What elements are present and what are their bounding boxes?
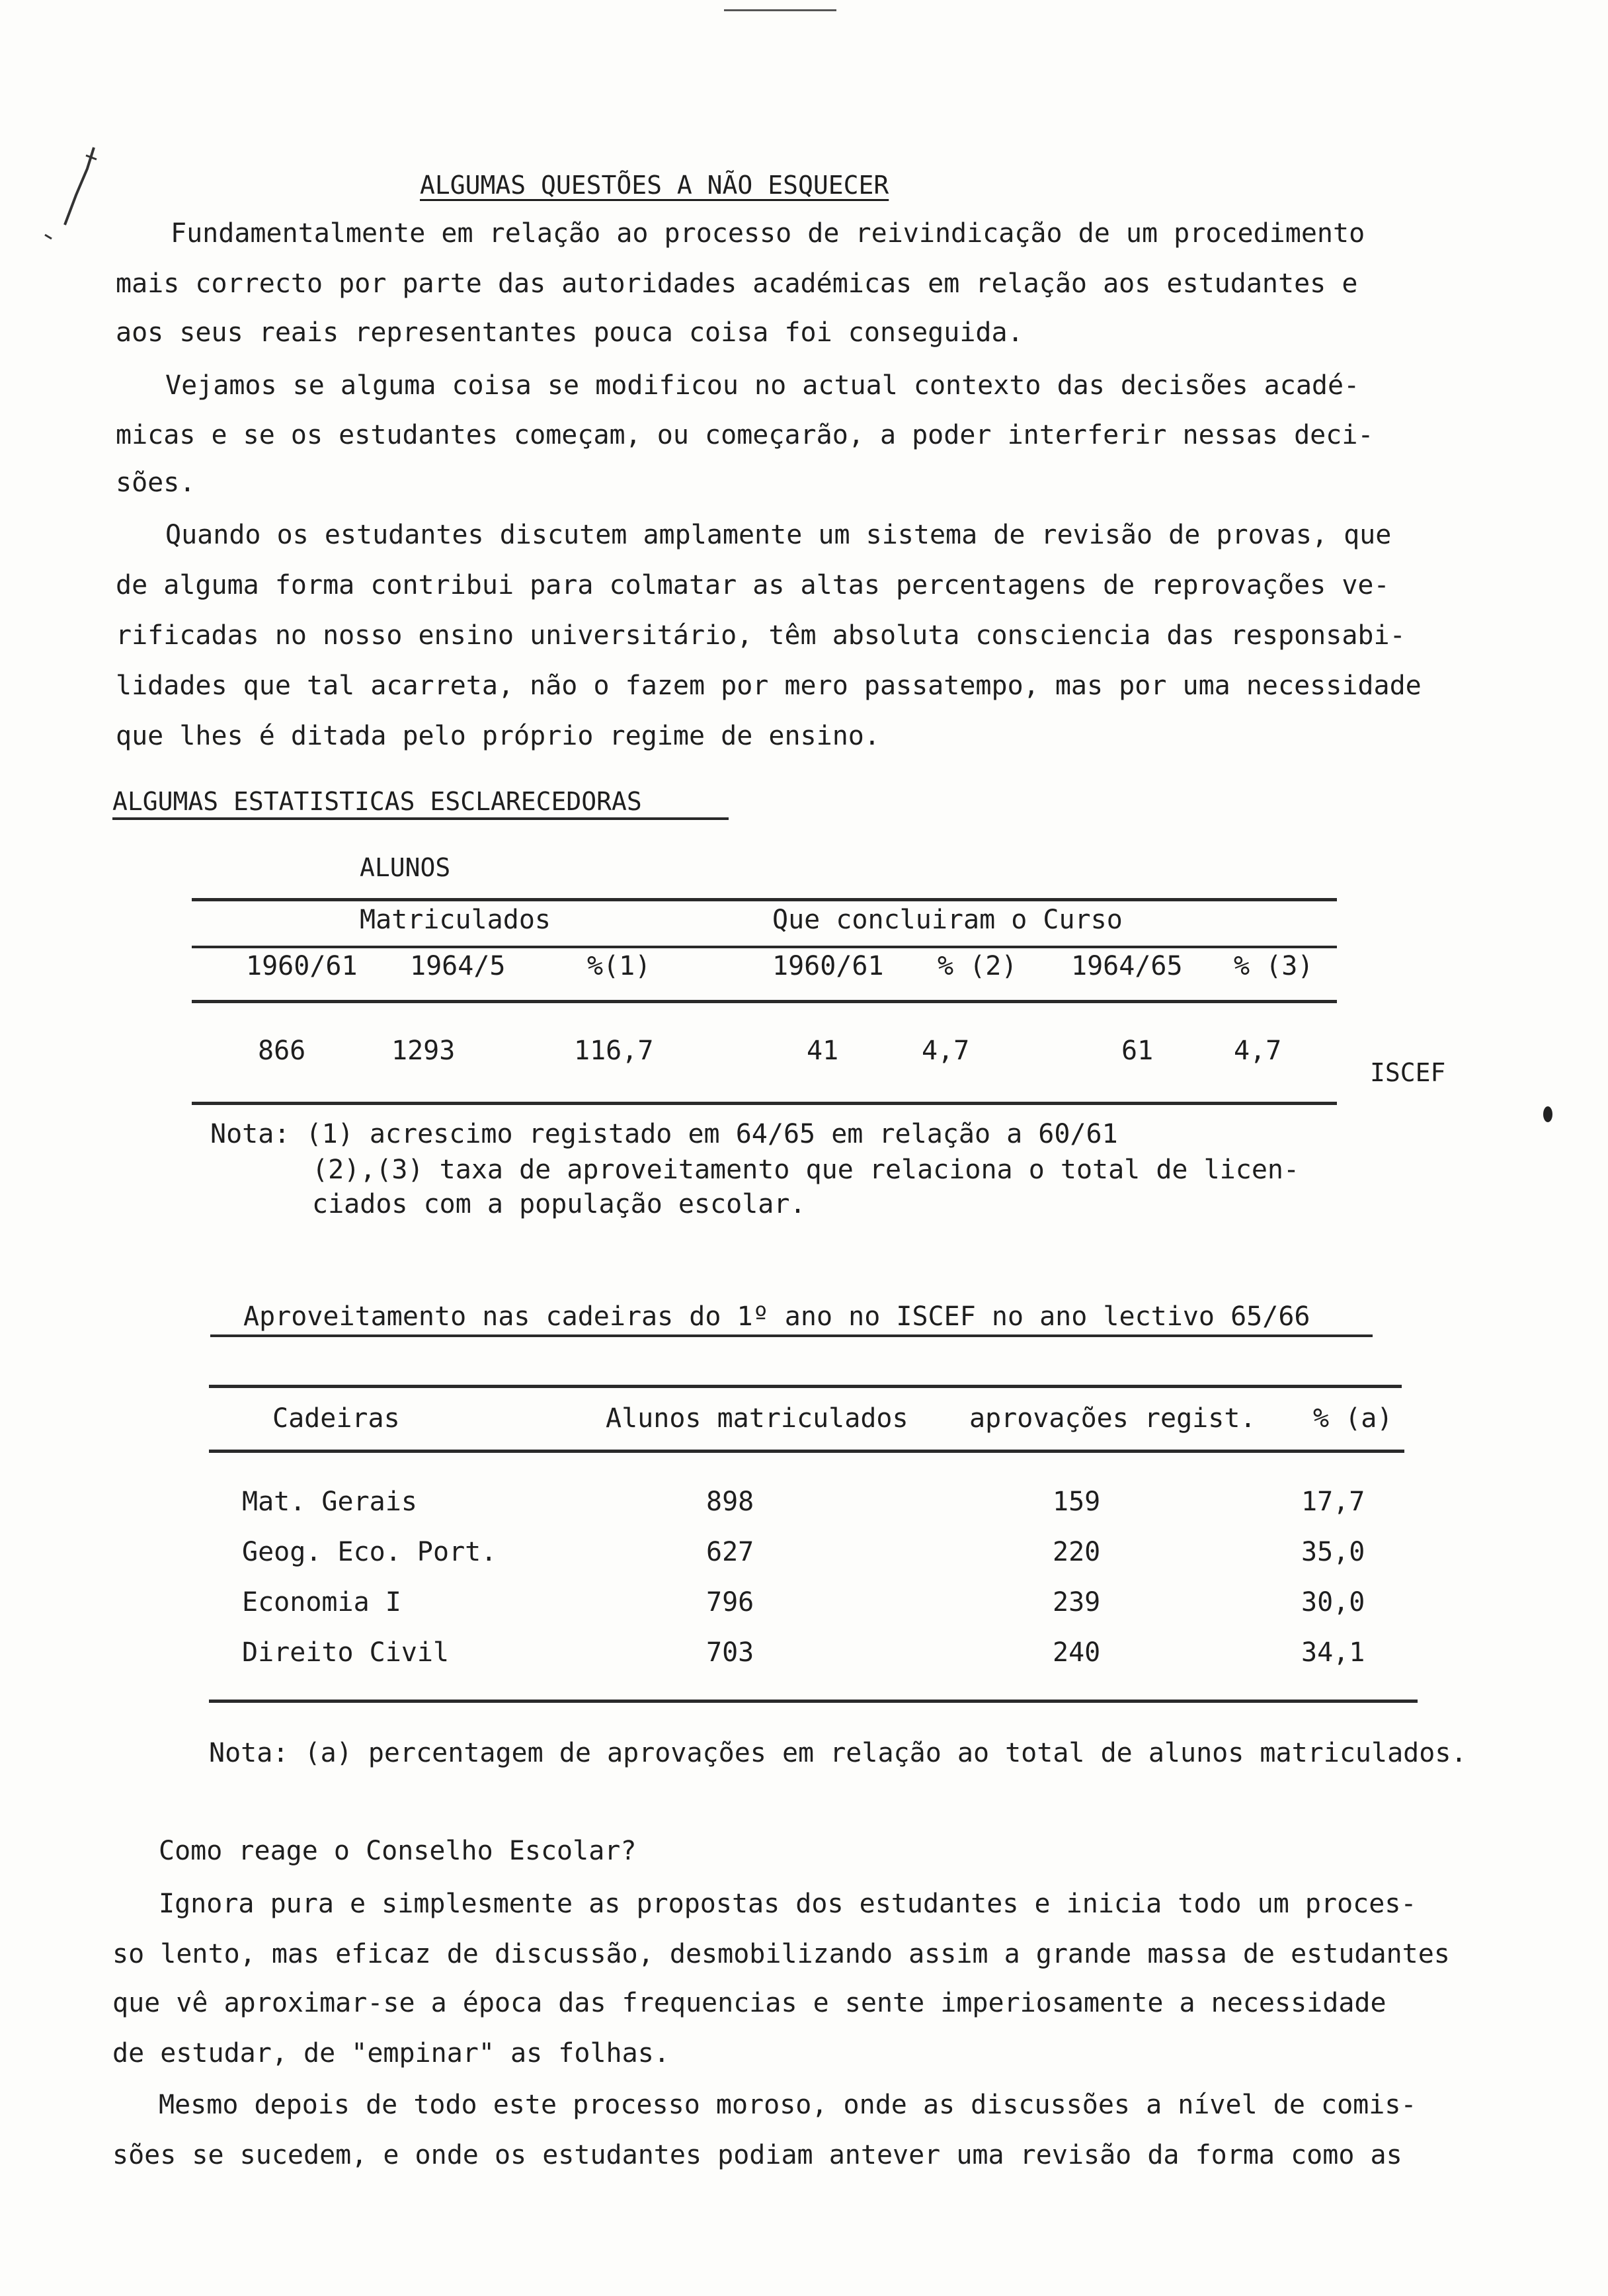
table2-cell-approved: 240 xyxy=(1053,1637,1101,1668)
paragraph-line: aos seus reais representantes pouca coisa foi conseguida. xyxy=(116,317,1024,348)
table1-col-header: 1964/65 xyxy=(1071,951,1183,981)
table1-mid-rule xyxy=(192,946,1337,948)
table1-col-header: % (2) xyxy=(938,951,1018,981)
table2-cell-percent: 35,0 xyxy=(1301,1537,1365,1567)
table1-bottom-rule xyxy=(192,1102,1337,1105)
table2-cell-approved: 220 xyxy=(1053,1537,1101,1567)
table1-cell: 41 xyxy=(807,1036,839,1066)
paragraph-line: de alguma forma contribui para colmatar as altas percentagens de reprovações ve- xyxy=(116,570,1390,600)
paragraph-line: sões se sucedem, e onde os estudantes podiam antever uma revisão da forma como as xyxy=(112,2140,1402,2170)
paragraph-line: mais correcto por parte das autoridades académicas em relação aos estudantes e xyxy=(116,268,1358,299)
table1-col-header: %(1) xyxy=(587,951,651,981)
table1-top-rule xyxy=(192,898,1337,901)
table1-cell: 1293 xyxy=(391,1036,456,1066)
table1-col-header: 1960/61 xyxy=(772,951,884,981)
top-edge-mark xyxy=(724,9,836,11)
table1-cell: 116,7 xyxy=(574,1036,654,1066)
table2-cell-enrolled: 796 xyxy=(706,1587,754,1618)
table1-note-line: ciados com a população escolar. xyxy=(312,1189,806,1219)
table1-col-header: % (3) xyxy=(1234,951,1314,981)
paragraph-line: lidades que tal acarreta, não o fazem por mero passatempo, mas por uma necessidade xyxy=(116,671,1422,701)
pen-mark-decoration xyxy=(40,142,112,241)
table2-bottom-rule xyxy=(209,1700,1418,1703)
table2-cell-name: Geog. Eco. Port. xyxy=(242,1537,497,1567)
table1-col-header: 1964/5 xyxy=(410,951,506,981)
table1-cell: 4,7 xyxy=(1234,1036,1282,1066)
title-underline xyxy=(112,817,729,820)
paragraph-line: de estudar, de "empinar" as folhas. xyxy=(112,2038,670,2069)
table2-title: Aproveitamento nas cadeiras do 1º ano no ISCEF no ano lectivo 65/66 xyxy=(243,1301,1310,1332)
table2-cell-name: Economia I xyxy=(242,1587,401,1618)
table1-side-label: ISCEF xyxy=(1370,1058,1446,1087)
section-question: Como reage o Conselho Escolar? xyxy=(159,1836,637,1866)
paragraph-line: Ignora pura e simplesmente as propostas dos estudantes e inicia todo um proces- xyxy=(159,1889,1417,1919)
table2-cell-percent: 17,7 xyxy=(1301,1487,1365,1517)
paragraph-line: Quando os estudantes discutem amplamente um sistema de revisão de provas, que xyxy=(165,520,1392,550)
paragraph-line: que vê aproximar-se a época das frequencias e sente imperiosamente a necessidade xyxy=(112,1988,1387,2018)
paragraph-line: Vejamos se alguma coisa se modificou no actual contexto das decisões acadé- xyxy=(165,370,1360,401)
paragraph-line: que lhes é ditada pelo próprio regime de ensino. xyxy=(116,721,880,751)
paragraph-line: rificadas no nosso ensino universitário, têm absoluta consciencia das responsabi- xyxy=(116,620,1406,651)
table1-cell: 4,7 xyxy=(922,1036,970,1066)
table1-group-label: ALUNOS xyxy=(360,853,451,882)
table2-cell-enrolled: 703 xyxy=(706,1637,754,1668)
section-title-estatisticas: ALGUMAS ESTATISTICAS ESCLARECEDORAS xyxy=(112,787,642,816)
table1-note-line: (2),(3) taxa de aproveitamento que relaciona o total de licen- xyxy=(312,1155,1300,1185)
table1-header-rule xyxy=(192,1000,1337,1003)
table1-note-line: Nota: (1) acrescimo registado em 64/65 em relação a 60/61 xyxy=(210,1119,1118,1149)
table2-cell-enrolled: 627 xyxy=(706,1537,754,1567)
table2-cell-approved: 159 xyxy=(1053,1487,1101,1517)
table1-cell: 866 xyxy=(258,1036,306,1066)
paragraph-line: micas e se os estudantes começam, ou começarão, a poder interferir nessas deci- xyxy=(116,420,1374,450)
table1-cell: 61 xyxy=(1121,1036,1154,1066)
paragraph-line: Mesmo depois de todo este processo moroso, onde as discussões a nível de comis- xyxy=(159,2090,1417,2120)
table2-cell-approved: 239 xyxy=(1053,1587,1101,1618)
table1-header-concluiram: Que concluiram o Curso xyxy=(772,905,1123,935)
ink-dot xyxy=(1543,1106,1552,1122)
table2-col-header: % (a) xyxy=(1313,1403,1393,1434)
paragraph-line: sões. xyxy=(116,468,196,498)
table2-cell-name: Mat. Gerais xyxy=(242,1487,417,1517)
table2-cell-name: Direito Civil xyxy=(242,1637,450,1668)
table2-top-rule xyxy=(209,1385,1402,1388)
paragraph-line: Fundamentalmente em relação ao processo de reivindicação de um procedimento xyxy=(171,218,1365,249)
table1-col-header: 1960/61 xyxy=(246,951,358,981)
table2-cell-enrolled: 898 xyxy=(706,1487,754,1517)
table2-col-header: Cadeiras xyxy=(272,1403,400,1434)
table2-cell-percent: 30,0 xyxy=(1301,1587,1365,1618)
table2-col-header: Alunos matriculados xyxy=(606,1403,908,1434)
table2-cell-percent: 34,1 xyxy=(1301,1637,1365,1668)
section-title-questoes: ALGUMAS QUESTÕES A NÃO ESQUECER xyxy=(420,171,889,200)
table1-header-matriculados: Matriculados xyxy=(360,905,551,935)
table2-header-rule xyxy=(209,1450,1404,1453)
table2-note: Nota: (a) percentagem de aprovações em relação ao total de alunos matriculados. xyxy=(209,1738,1467,1768)
table2-col-header: aprovações regist. xyxy=(969,1403,1256,1434)
paragraph-line: so lento, mas eficaz de discussão, desmobilizando assim a grande massa de estudantes xyxy=(112,1939,1450,1969)
table2-title-underline xyxy=(210,1334,1373,1337)
